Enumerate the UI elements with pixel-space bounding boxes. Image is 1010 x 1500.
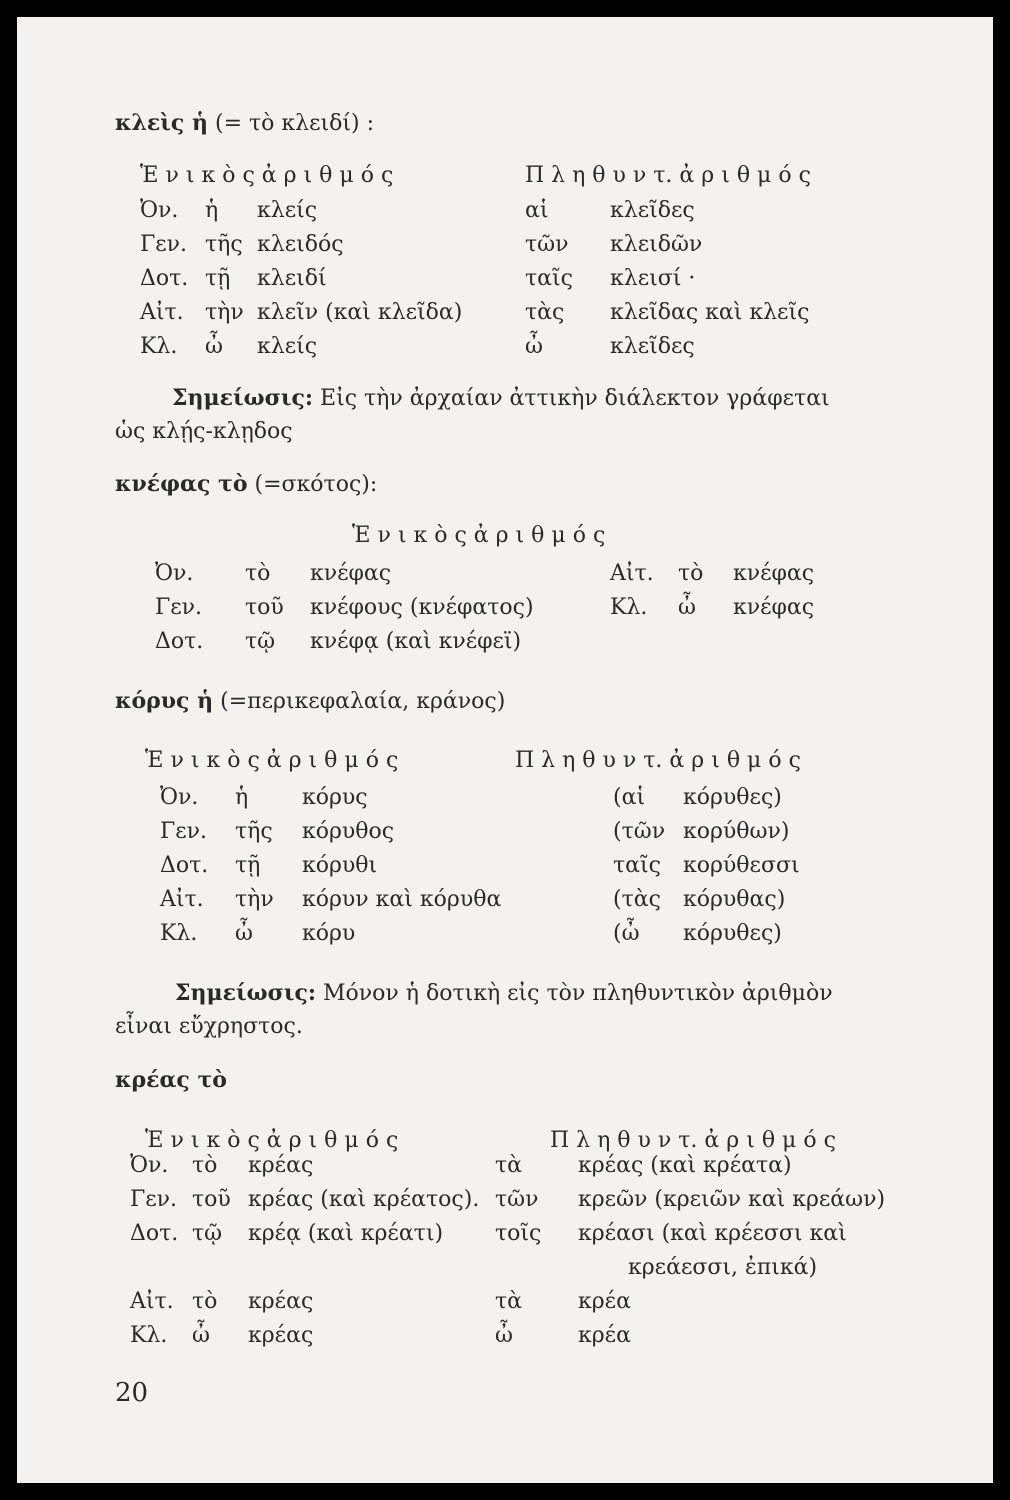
plural-article: ταῖς (613, 853, 661, 878)
plural-form: κόρυθας) (683, 887, 786, 912)
plural-article: αἱ (525, 198, 549, 223)
note-line: εἶναι εὔχρηστος. (115, 1014, 303, 1039)
page-number: 20 (115, 1378, 149, 1408)
plural-form: κρέα (578, 1289, 631, 1314)
case-label: Δοτ. (130, 1221, 179, 1246)
article: τὴν (205, 300, 244, 325)
case-label: Αἰτ. (130, 1289, 174, 1314)
singular-header: Ἑ ν ι κ ὸ ς ἀ ρ ι θ μ ό ς (352, 523, 606, 548)
article: τῆς (235, 819, 273, 844)
case-label: Γεν. (160, 819, 208, 844)
article: τῇ (235, 853, 261, 878)
case-label: Δοτ. (155, 629, 204, 654)
article: ὦ (205, 334, 223, 359)
case-label: Κλ. (130, 1323, 168, 1348)
plural-header: Π λ η θ υ ν τ. ἀ ρ ι θ μ ό ς (515, 748, 801, 773)
gloss: (= τὸ κλειδί) : (214, 111, 374, 136)
plural-article: (τὰς (613, 887, 661, 912)
form: κρέας (248, 1323, 314, 1348)
book-page (17, 17, 993, 1483)
plural-article: (τῶν (613, 819, 666, 844)
plural-form: κόρυθες) (683, 785, 782, 810)
form: κλεῖν (καὶ κλεῖδα) (257, 300, 463, 325)
plural-article: ταῖς (525, 266, 573, 291)
plural-article: τὰς (525, 300, 565, 325)
form: κνέφας (733, 561, 815, 586)
plural-form: κλεῖδας καὶ κλεῖς (610, 300, 810, 325)
plural-form: κορύθεσσι (683, 853, 800, 878)
case-label: Αἰτ. (140, 300, 184, 325)
plural-form: κρέα (578, 1323, 631, 1348)
form: κόρυ (302, 921, 356, 946)
case-label: Κλ. (140, 334, 178, 359)
note-line (172, 384, 830, 413)
form: κόρυς (302, 785, 368, 810)
plural-article: τῶν (525, 232, 569, 257)
entry-korys-title (115, 687, 505, 716)
plural-article: τὰ (495, 1289, 523, 1314)
form: κνέφας (310, 561, 392, 586)
gloss: (=σκότος): (254, 472, 378, 497)
headword: κνέφας τὸ (115, 471, 248, 497)
gloss: (=περικεφαλαία, κράνος) (220, 689, 506, 714)
case-label: Κλ. (610, 595, 648, 620)
form: κρέᾳ (καὶ κρέατι) (248, 1221, 444, 1246)
form: κόρυθι (302, 853, 378, 878)
plural-form: κρεῶν (κρειῶν καὶ κρεάων) (578, 1187, 886, 1212)
plural-form: κλεισί · (610, 266, 696, 291)
plural-article: (αἱ (613, 785, 646, 810)
case-label: Ὀν. (155, 561, 194, 586)
plural-article: ὦ (495, 1323, 513, 1348)
case-label: Δοτ. (160, 853, 209, 878)
note-label: Σημείωσις: (172, 385, 314, 411)
form: κλείς (257, 198, 318, 223)
singular-header: Ἑ ν ι κ ὸ ς ἀ ρ ι θ μ ό ς (145, 1128, 399, 1153)
plural-header: Π λ η θ υ ν τ. ἀ ρ ι θ μ ό ς (525, 163, 811, 188)
plural-form: κλεῖδες (610, 334, 695, 359)
case-label: Γεν. (155, 595, 203, 620)
plural-article: τὰ (495, 1153, 523, 1178)
headword: κρέας τὸ (115, 1067, 227, 1093)
case-label: Αἰτ. (610, 561, 654, 586)
plural-form: κρέας (καὶ κρέατα) (578, 1153, 792, 1178)
entry-kleis-title (115, 109, 374, 138)
case-label: Δοτ. (140, 266, 189, 291)
case-label: Ὀν. (130, 1153, 169, 1178)
article: ὦ (678, 595, 696, 620)
article: ἡ (235, 785, 249, 810)
article: ὦ (192, 1323, 210, 1348)
plural-article: τῶν (495, 1187, 539, 1212)
article: τῇ (205, 266, 231, 291)
entry-kreas-title (115, 1066, 227, 1095)
case-label: Αἰτ. (160, 887, 204, 912)
article: ὦ (235, 921, 253, 946)
form: κρέας (καὶ κρέατος). (248, 1187, 480, 1212)
case-label: Γεν. (130, 1187, 178, 1212)
case-label: Κλ. (160, 921, 198, 946)
plural-form: κλεῖδες (610, 198, 695, 223)
form: κόρυθος (302, 819, 395, 844)
article: τοῦ (192, 1187, 231, 1212)
article: τὸ (192, 1289, 218, 1314)
plural-article: τοῖς (495, 1221, 542, 1246)
plural-article: (ὦ (613, 921, 640, 946)
form: κνέφας (733, 595, 815, 620)
article: ἡ (205, 198, 219, 223)
note-line: ὡς κλῄς-κλῃδος (115, 419, 293, 444)
singular-header: Ἑ ν ι κ ὸ ς ἀ ρ ι θ μ ό ς (145, 748, 399, 773)
note-label: Σημείωσις: (175, 980, 317, 1006)
case-label: Ὀν. (160, 785, 199, 810)
form: κνέφᾳ (καὶ κνέφεϊ) (310, 629, 522, 654)
form: κρέας (248, 1153, 314, 1178)
singular-header: Ἑ ν ι κ ὸ ς ἀ ρ ι θ μ ό ς (140, 163, 394, 188)
note-text: Μόνον ἡ δοτικὴ εἰς τὸν πληθυντικὸν ἀριθμὸν (323, 981, 833, 1006)
article: τῆς (205, 232, 243, 257)
form: κλείς (257, 334, 318, 359)
article: τὸ (678, 561, 704, 586)
case-label: Γεν. (140, 232, 188, 257)
article: τῷ (192, 1221, 223, 1246)
plural-header: Π λ η θ υ ν τ. ἀ ρ ι θ μ ό ς (550, 1128, 836, 1153)
note-line (175, 979, 833, 1008)
plural-form: κρέασι (καὶ κρέεσσι καὶ (578, 1221, 847, 1246)
form: κλειδί (257, 266, 327, 291)
article: τὴν (235, 887, 274, 912)
plural-form: κόρυθες) (683, 921, 782, 946)
case-label: Ὀν. (140, 198, 179, 223)
form: κλειδός (257, 232, 344, 257)
plural-form-continuation: κρεάεσσι, ἐπικά) (628, 1255, 818, 1280)
form: κρέας (248, 1289, 314, 1314)
form: κόρυν καὶ κόρυθα (302, 887, 502, 912)
article: τὸ (192, 1153, 218, 1178)
note-text: Εἰς τὴν ἀρχαίαν ἀττικὴν διάλεκτον γράφεται (320, 386, 830, 411)
article: τὸ (245, 561, 271, 586)
entry-knefas-title (115, 470, 377, 499)
plural-form: κλειδῶν (610, 232, 703, 257)
headword: κόρυς ἡ (115, 688, 214, 714)
plural-form: κορύθων) (683, 819, 790, 844)
article: τῷ (245, 629, 276, 654)
plural-article: ὦ (525, 334, 543, 359)
headword: κλεὶς ἡ (115, 110, 208, 136)
article: τοῦ (245, 595, 284, 620)
form: κνέφους (κνέφατος) (310, 595, 534, 620)
